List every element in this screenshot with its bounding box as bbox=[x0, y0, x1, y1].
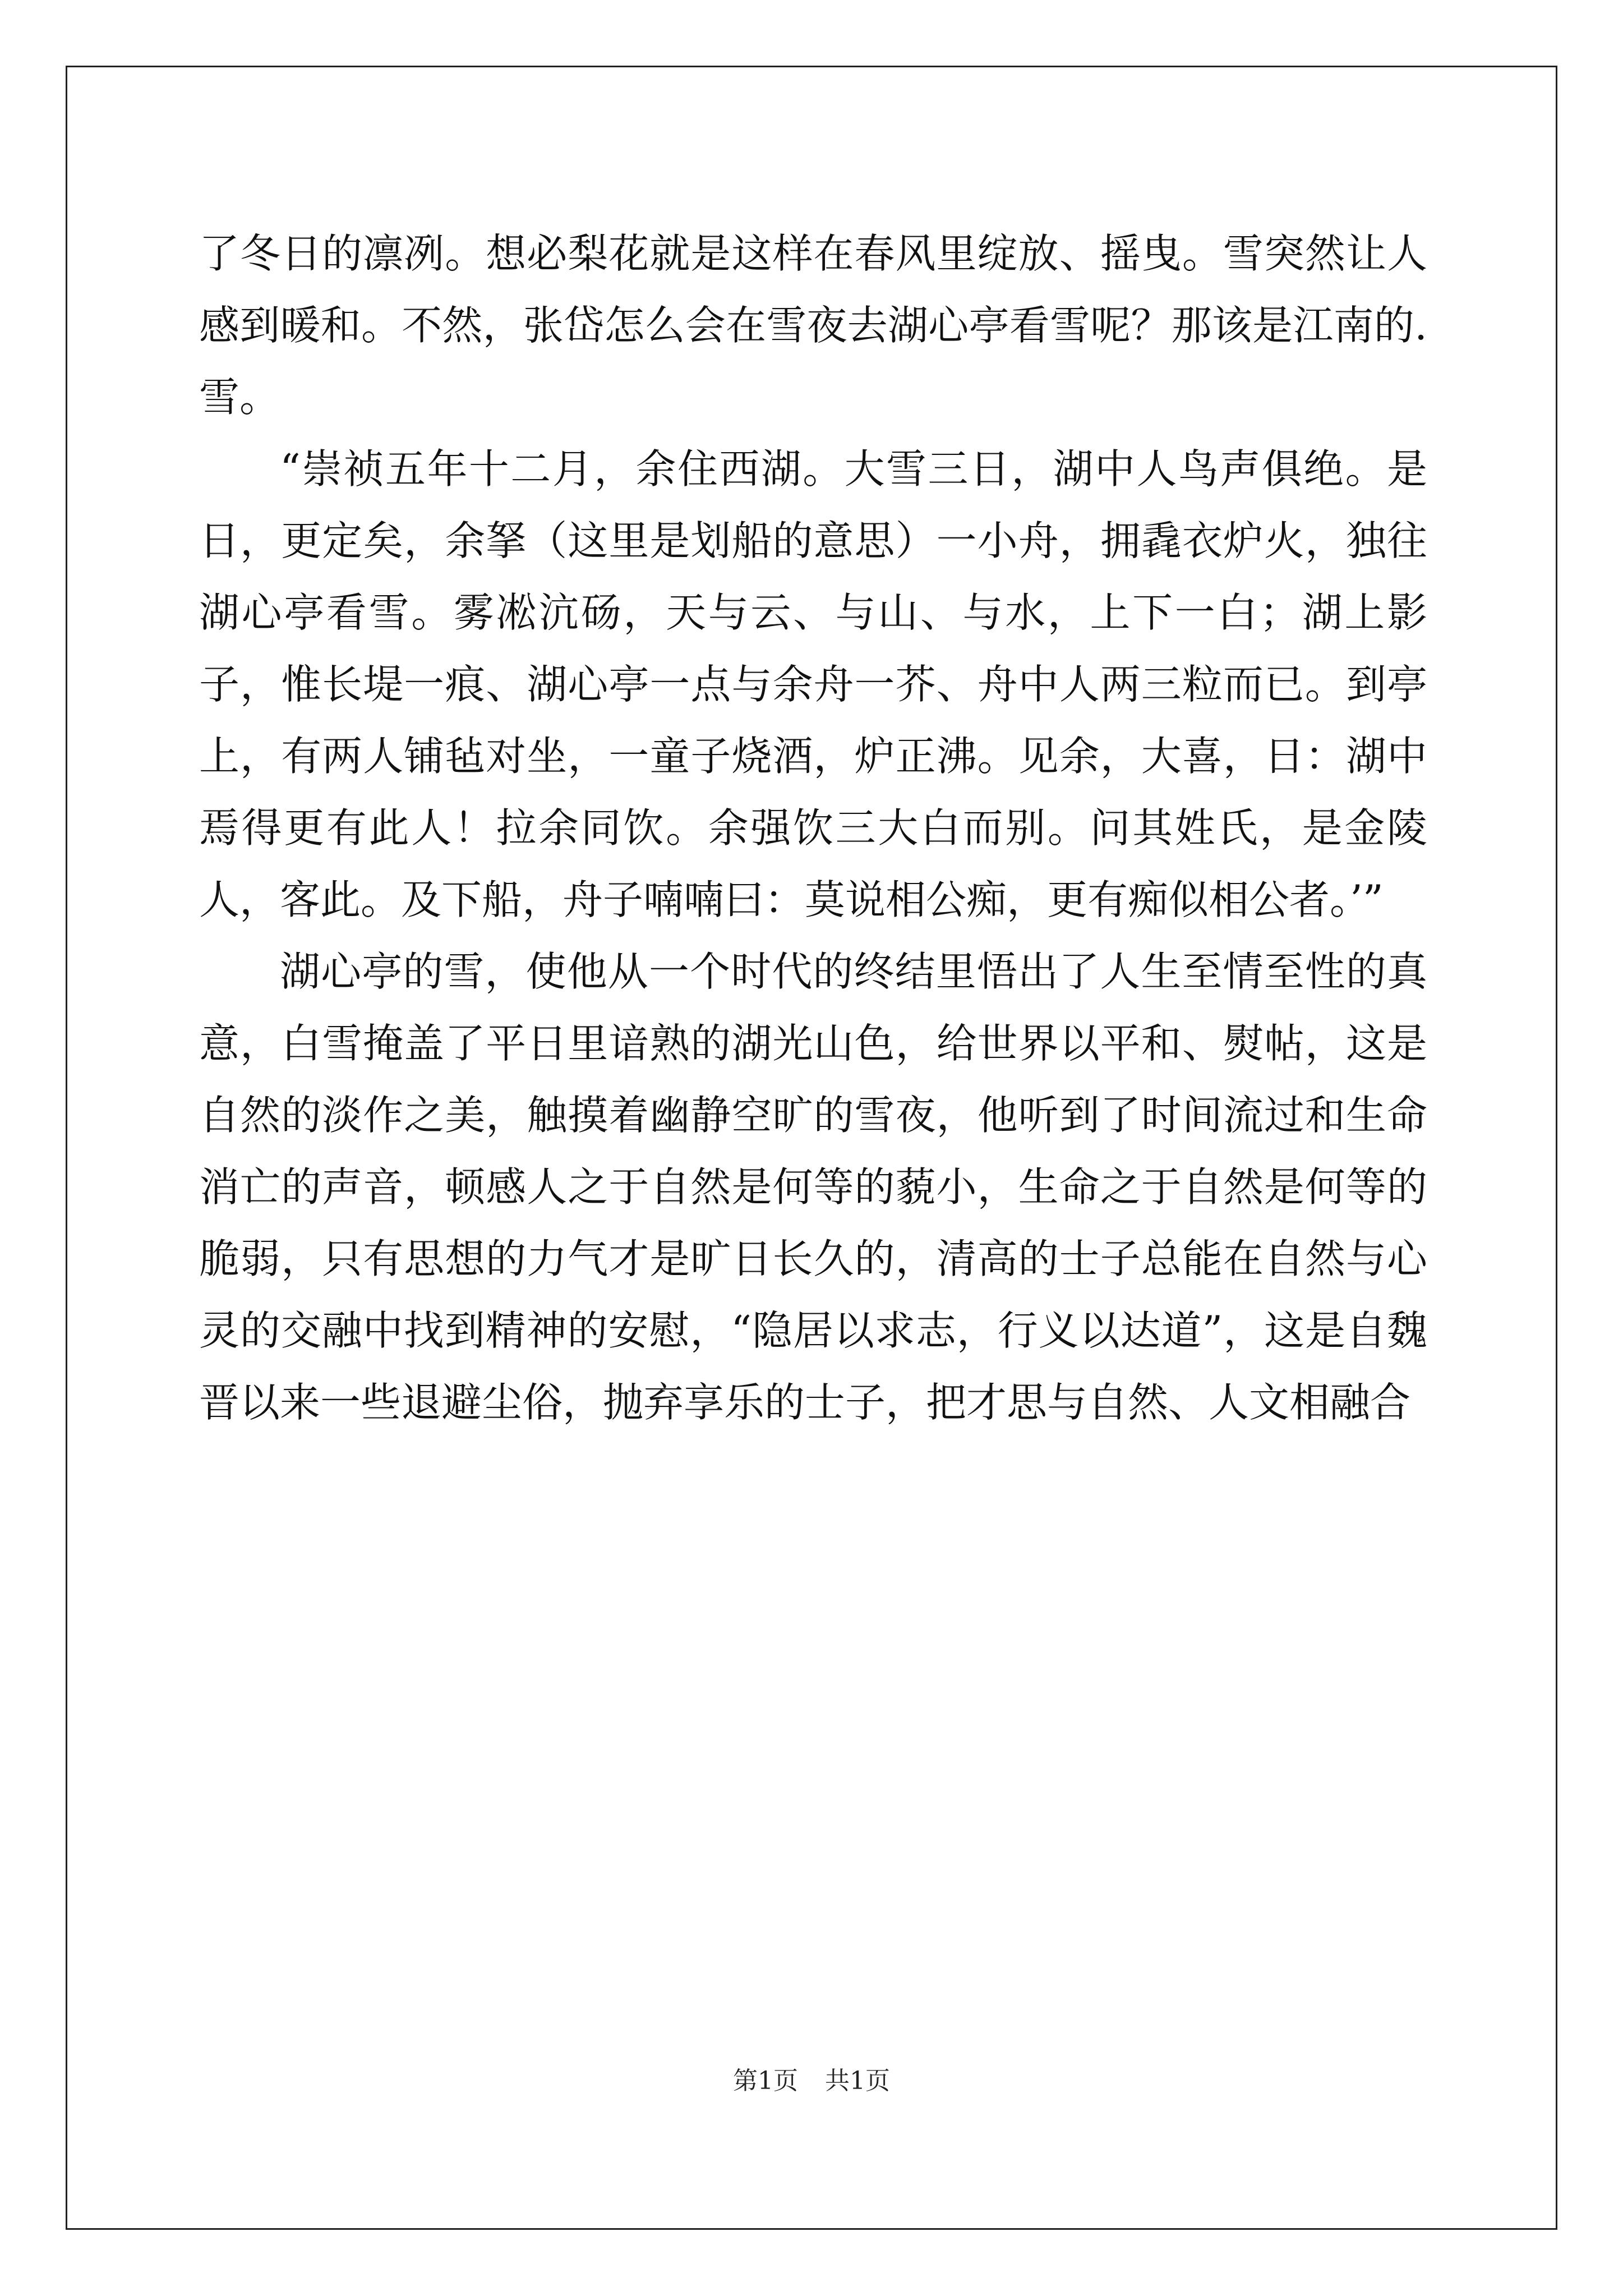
page-number: 第1页 bbox=[733, 2067, 798, 2095]
paragraph-1: 了冬日的凛冽。想必梨花就是这样在春风里绽放、摇曳。雪突然让人感到暖和。不然，张岱怎么会在雪夜去湖心亭看雪呢？那该是江南的.雪。 bbox=[199, 230, 1427, 421]
paragraph-3: 湖心亭的雪，使他从一个时代的终结里悟出了人生至情至性的真意，白雪掩盖了平日里谙熟的湖光山色，给世界以平和、熨帖，这是自然的淡作之美，触摸着幽静空旷的雪夜，他听到了时间流过和生命消亡的声音，顿感人之于自然是何等的藐小，生命之于自然是何等的脆弱，只有思想的力气才是旷日长久的，清高的士子总能在自然与心灵的交融中找到精神的安慰，“隐居以求志，行义以达道”，这是自魏晋以来一些退避尘俗，抛弃享乐的士子，把才思与自然、人文相融合 bbox=[199, 948, 1427, 1426]
page-total: 共1页 bbox=[825, 2067, 890, 2095]
page-footer bbox=[0, 2064, 1623, 2098]
document-body bbox=[199, 218, 1427, 1438]
paragraph-2: “崇祯五年十二月，余住西湖。大雪三日，湖中人鸟声俱绝。是日，更定矣，余拏（这里是划船的意思）一小舟，拥毳衣炉火，独往湖心亭看雪。雾凇沆砀，天与云、与山、与水，上下一白；湖上影子，惟长堤一痕、湖心亭一点与余舟一芥、舟中人两三粒而已。到亭上，有两人铺毡对坐，一童子烧酒，炉正沸。见余，大喜，日：湖中焉得更有此人！拉余同饮。余强饮三大白而别。问其姓氏，是金陵人，客此。及下船，舟子喃喃曰：莫说相公痴，更有痴似相公者。’” bbox=[199, 445, 1427, 923]
